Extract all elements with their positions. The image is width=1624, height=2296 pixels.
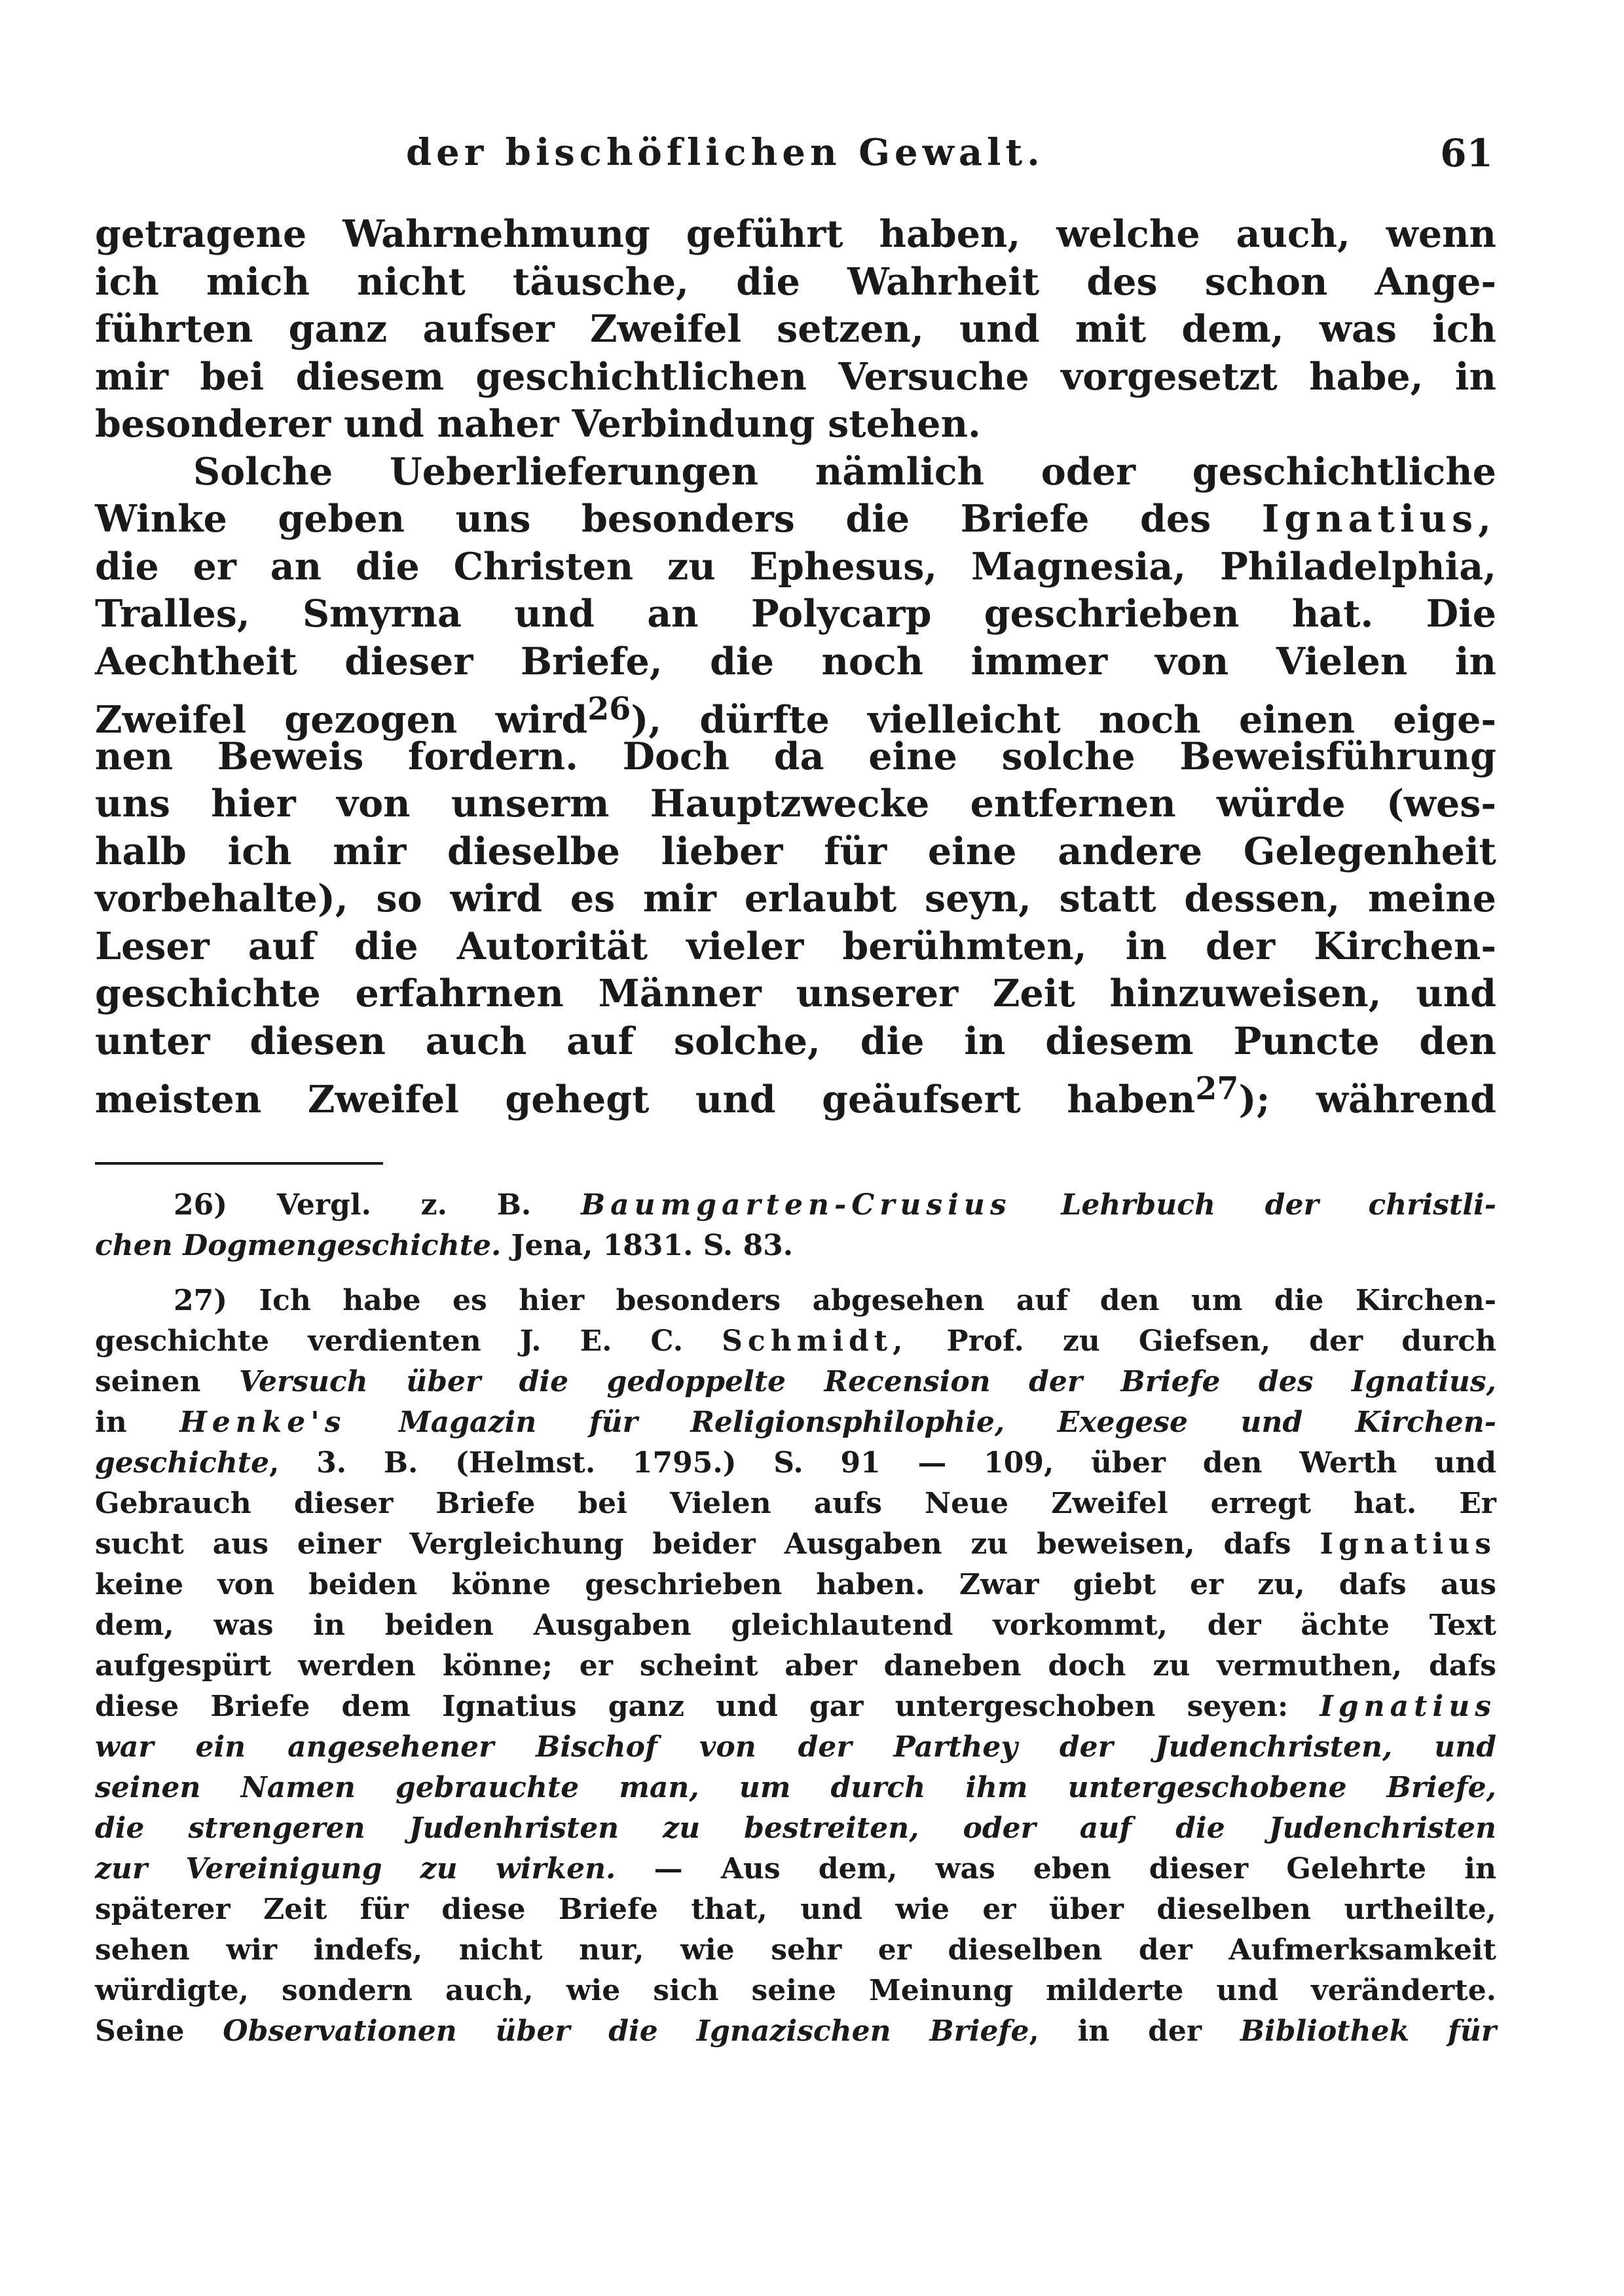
footnote-26-line <box>95 1185 1496 1226</box>
page-header <box>406 131 1493 190</box>
text-fragment: , 3. B. (Helmst. 1795.) S. 91 — 109, über den Werth und <box>269 1446 1496 1480</box>
text-line: unter diesen auch auf solche, die in diesem Puncte den <box>95 1019 1496 1063</box>
text-fragment: in <box>95 1406 127 1439</box>
book-title: Lehrbuch der christli- <box>1061 1188 1496 1222</box>
book-title: Bibliothek für <box>1240 2014 1497 2048</box>
text-fragment: Vergl. z. B. <box>276 1188 532 1222</box>
footnote-27-line <box>95 1524 1496 1565</box>
text-fragment: Seine <box>95 2014 185 2048</box>
footnote-number: 26) <box>174 1188 228 1222</box>
footnote-27-line: späterer Zeit für diese Briefe that, und wie er über dieselben urtheilte, <box>95 1893 1496 1926</box>
footnote-26-line <box>95 1226 1496 1266</box>
footnote-marker: 26 <box>587 691 631 727</box>
text-line: uns hier von unserm Hauptzwecke entfernen würde (wes- <box>95 782 1496 826</box>
text-line <box>95 685 1496 742</box>
footnote-27-line: aufgespürt werden könne; er scheint aber daneben doch zu vermuthen, dafs <box>95 1649 1496 1683</box>
footnote-27-line: seinen Namen gebrauchte man, um durch ihm untergeschobene Briefe, <box>95 1771 1496 1804</box>
text-line: halb ich mir dieselbe lieber für eine andere Gelegenheit <box>95 829 1496 873</box>
text-line: die er an die Christen zu Ephesus, Magnesia, Philadelphia, <box>95 544 1496 589</box>
text-fragment: sucht aus einer Vergleichung beider Ausgaben zu beweisen, dafs <box>95 1527 1291 1561</box>
text-fragment: ), dürfte vielleicht noch einen eige- <box>631 698 1496 742</box>
footnote-27-line <box>95 2011 1496 2052</box>
text-fragment: seinen <box>95 1365 201 1398</box>
author-name: Schmidt, <box>722 1324 908 1358</box>
footnote-27-line <box>95 1849 1496 1889</box>
footnote-27-line: die strengeren Judenhristen zu bestreiten, oder auf die Judenchristen <box>95 1812 1496 1845</box>
footnote-27-line: keine von beiden könne geschrieben haben. Zwar giebt er zu, dafs aus <box>95 1568 1496 1601</box>
text-line: mir bei diesem geschichtlichen Versuche vorgesetzt habe, in <box>95 354 1496 399</box>
text-fragment: , in der <box>1029 2014 1202 2048</box>
main-text <box>95 211 1496 1121</box>
footnote-27-line: war ein angesehener Bischof von der Parthey der Judenchristen, und <box>95 1730 1496 1764</box>
name-ignatius: Ignatius, <box>1261 497 1496 541</box>
book-title: Versuch über die gedoppelte Recension der Briefe des Ignatius, <box>238 1365 1496 1398</box>
author-name: Henke's <box>179 1406 346 1439</box>
text-line: getragene Wahrnehmung geführt haben, welche auch, wenn <box>95 212 1496 256</box>
text-fragment: — Aus dem, was eben dieser Gelehrte in <box>654 1852 1497 1886</box>
running-title: der bischöflichen Gewalt. <box>406 131 1044 174</box>
text-line: Aechtheit dieser Briefe, die noch immer von Vielen in <box>95 639 1496 683</box>
text-line: Solche Ueberlieferungen nämlich oder geschichtliche <box>193 449 1496 494</box>
book-title: geschichte <box>95 1446 270 1480</box>
text-line <box>95 496 1496 543</box>
footnote-27-line <box>95 1443 1496 1484</box>
text-fragment: Winke geben uns besonders die Briefe des <box>95 497 1211 541</box>
text-line: vorbehalte), so wird es mir erlaubt seyn, statt dessen, meine <box>95 877 1496 920</box>
text-line <box>95 1065 1496 1121</box>
name-ignatius: Ignatius <box>1320 1690 1496 1723</box>
footnote-marker: 27 <box>1195 1070 1239 1107</box>
footnote-27-line: dem, was in beiden Ausgaben gleichlautend vorkommt, der ächte Text <box>95 1609 1496 1642</box>
page-number: 61 <box>1440 131 1493 175</box>
footnote-27-line <box>95 1321 1496 1362</box>
footnote-27-line: sehen wir indefs, nicht nur, wie sehr er dieselben der Aufmerksamkeit <box>95 1933 1496 1967</box>
text-line: Tralles, Smyrna und an Polycarp geschrieben hat. Die <box>95 592 1496 636</box>
text-line: nen Beweis fordern. Doch da eine solche Beweisführung <box>95 734 1496 778</box>
footnote-27-line: Gebrauch dieser Briefe bei Vielen aufs Neue Zweifel erregt hat. Er <box>95 1487 1496 1520</box>
text-fragment: Zweifel gezogen wird <box>95 698 588 742</box>
footnote-27-line: 27) Ich habe es hier besonders abgesehen auf den um die Kirchen- <box>174 1284 1496 1317</box>
footnote-27-line <box>95 1362 1496 1402</box>
footnote-27-line <box>95 1686 1496 1727</box>
footnote-27-line: würdigte, sondern auch, wie sich seine Meinung milderte und veränderte. <box>95 1974 1496 2007</box>
quotation: zur Vereinigung zu wirken. <box>95 1852 616 1886</box>
footnote-gap <box>95 1266 1496 1281</box>
text-line: Leser auf die Autorität vieler berühmten, in der Kirchen- <box>95 924 1496 968</box>
author-name: Baumgarten-Crusius <box>580 1188 1012 1222</box>
text-fragment: diese Briefe dem Ignatius ganz und gar untergeschoben seyen: <box>95 1690 1289 1723</box>
book-title: Magazin für Religionsphilophie, Exegese und Kirchen- <box>399 1406 1496 1439</box>
text-line: besonderer und naher Verbindung stehen. <box>95 402 981 446</box>
text-fragment: meisten Zweifel gehegt und geäufsert haben <box>95 1078 1196 1121</box>
footnote-rule <box>95 1162 383 1165</box>
name-ignatius: Ignatius <box>1320 1527 1497 1561</box>
book-title: Observationen über die Ignazischen Briefe <box>223 2014 1029 2048</box>
footnotes <box>95 1185 1496 2052</box>
text-line: führten ganz aufser Zweifel setzen, und mit dem, was ich <box>95 307 1496 351</box>
text-fragment: ); während <box>1238 1078 1496 1121</box>
text-fragment: Prof. zu Giefsen, der durch <box>946 1324 1496 1358</box>
book-title: chen Dogmengeschichte. <box>95 1229 502 1262</box>
text-line: ich mich nicht täusche, die Wahrheit des schon Ange- <box>95 259 1496 304</box>
text-fragment: Jena, 1831. S. 83. <box>511 1229 794 1262</box>
footnote-27-line <box>95 1402 1496 1443</box>
text-line: geschichte erfahrnen Männer unserer Zeit hinzuweisen, und <box>95 972 1496 1015</box>
text-fragment: geschichte verdienten J. E. C. <box>95 1324 684 1358</box>
